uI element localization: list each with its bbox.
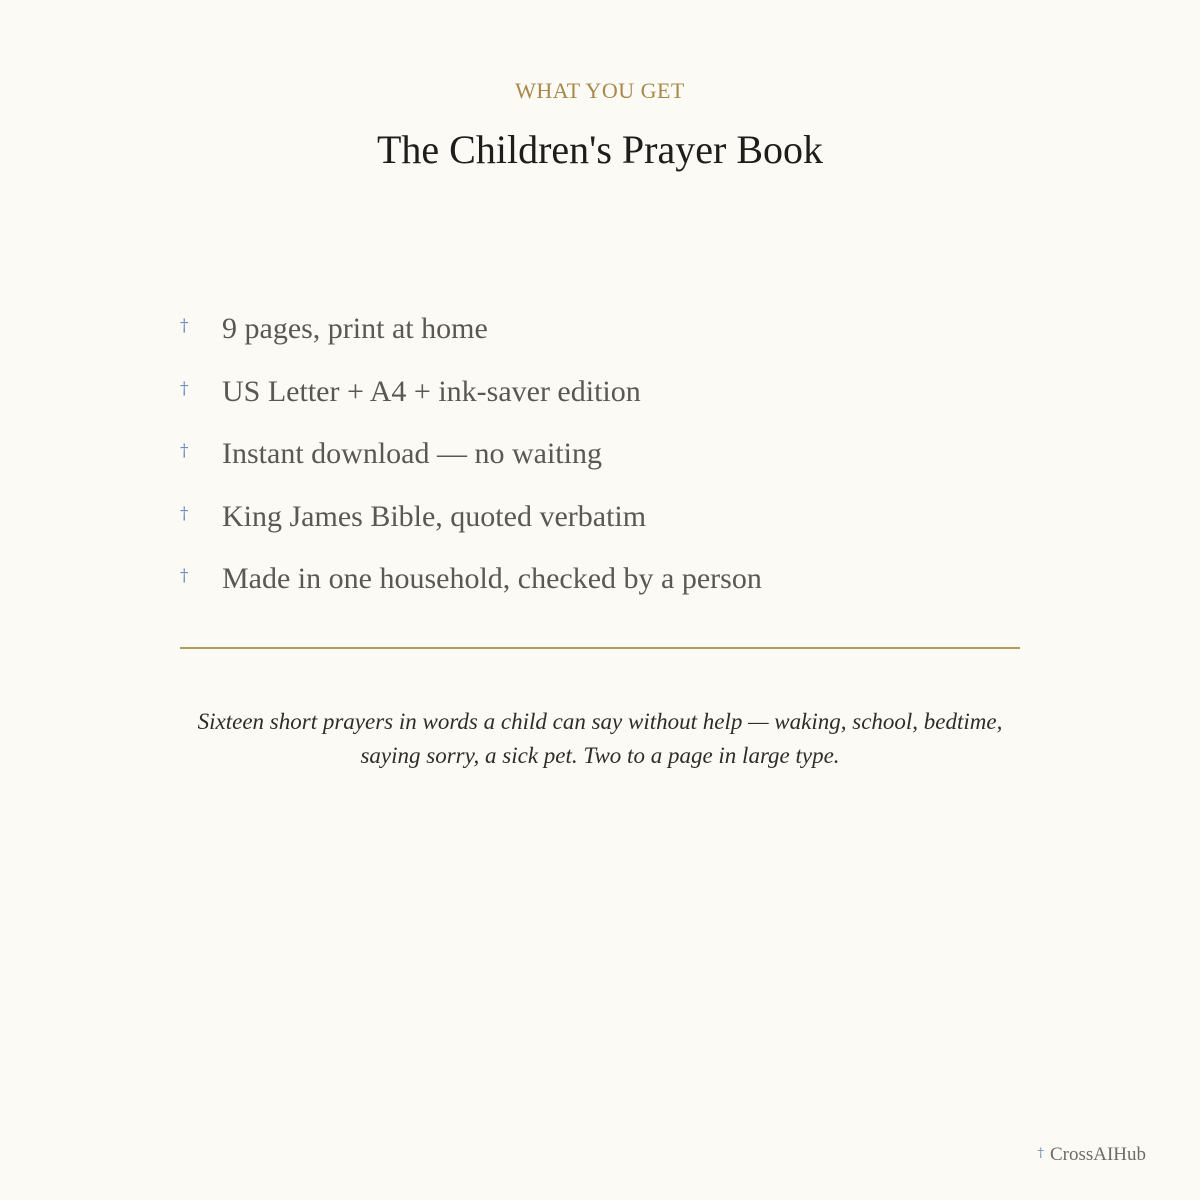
- cross-icon: †: [180, 503, 189, 524]
- feature-list: [180, 312, 1020, 625]
- divider: [180, 647, 1020, 649]
- list-item: [180, 375, 1020, 438]
- page-title: The Children's Prayer Book: [376, 127, 823, 172]
- list-item: [180, 562, 1020, 625]
- cross-icon: †: [180, 378, 189, 399]
- cross-icon: †: [180, 441, 189, 461]
- feature-text: 9 pages, print at home: [222, 312, 488, 345]
- brand-name: CrossAIHub: [1049, 1144, 1146, 1165]
- cross-icon: †: [1037, 1146, 1044, 1161]
- eyebrow-label: WHAT YOU GET: [515, 78, 685, 103]
- feature-text: Made in one household, checked by a person: [222, 562, 762, 595]
- list-item: [180, 437, 1020, 500]
- cross-icon: †: [180, 566, 189, 586]
- description-text: Sixteen short prayers in words a child can say without help — waking, school, bedtime, saying sorry, a sick pet. Two to a page in large type.: [197, 709, 1003, 768]
- footer-brand-mark: [1037, 1144, 1146, 1166]
- list-item: [180, 312, 1020, 375]
- list-item: [180, 500, 1020, 563]
- feature-text: Instant download — no waiting: [222, 437, 602, 470]
- feature-text: King James Bible, quoted verbatim: [222, 499, 647, 533]
- feature-text: US Letter + A4 + ink-saver edition: [222, 374, 641, 408]
- cross-icon: †: [180, 316, 189, 336]
